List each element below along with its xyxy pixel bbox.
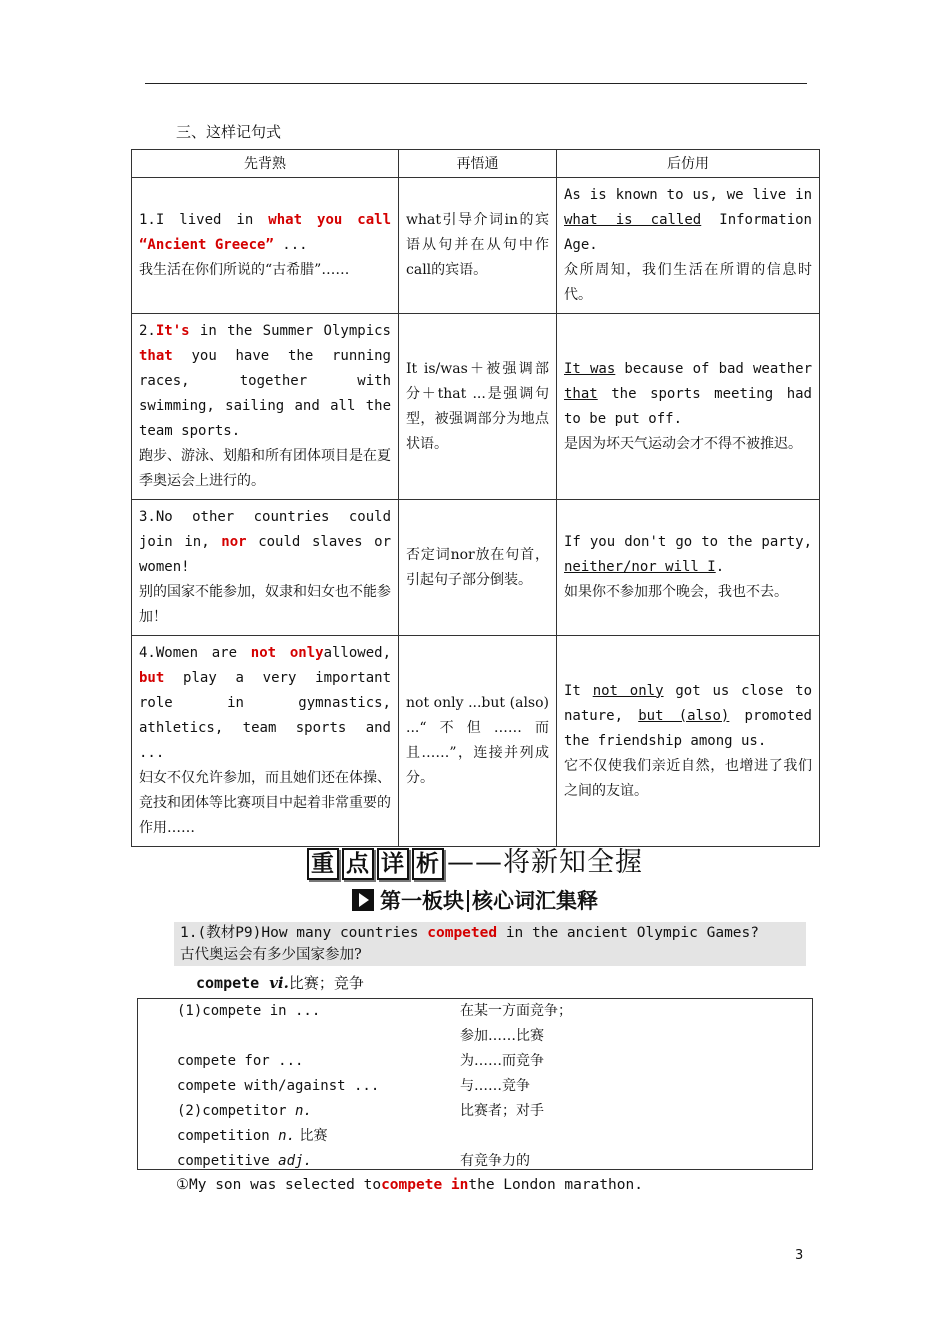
phrase: competitive adj. xyxy=(177,1153,312,1169)
word-entry: compete vi.比赛；竞争 xyxy=(196,974,364,992)
banner-subtitle: ——将新知全握 xyxy=(447,847,643,878)
key-points-banner xyxy=(0,840,950,880)
phrase-box: (1)compete in ... 在某一方面竞争； 参加……比赛 compete for ... 为……而竞争 compete with/against ... 与……竞争 (2)competitor n. 比赛者；对手 competition n. 比赛 competitive adj. 有竞争力的 xyxy=(137,998,813,1170)
sentence-cell: 2.It's in the Summer Olympics that you have the running races, together with swimming, sailing and all the team sports. 跑步、游泳、划船和所有团体项目是在夏季奥运会上进行的。 xyxy=(132,314,399,500)
table-row xyxy=(132,636,820,847)
imitation-cell: It was because of bad weather that the sports meeting had to be put off. 是因为坏天气运动会才不得不被推迟。 xyxy=(557,314,820,500)
table-header-row xyxy=(132,150,820,178)
banner-char: 点 xyxy=(342,848,374,880)
example-sentence: ①My son was selected tocompete inthe London marathon. xyxy=(176,1177,643,1193)
banner-char: 重 xyxy=(307,848,339,880)
divider-bar xyxy=(467,890,469,912)
phrase: compete for ... xyxy=(177,1053,304,1069)
sentence-pattern-table xyxy=(131,149,820,847)
header-imitate: 后仿用 xyxy=(557,150,820,178)
quote-translation: 古代奥运会有多少国家参加? xyxy=(180,947,362,963)
imitation-cell: As is known to us, we live in what is called Information Age. 众所周知，我们生活在所谓的信息时代。 xyxy=(557,178,820,314)
sub-banner: 第一板块 核心词汇集释 xyxy=(0,885,950,915)
explanation-cell: It is/was＋被强调部分＋that ...是强调句型，被强调部分为地点状语。 xyxy=(399,314,557,500)
imitation-cell: It not only got us close to nature, but (also) promoted the friendship among us. 它不仅使我们亲近自然，也增进了我们之间的友谊。 xyxy=(557,636,820,847)
table-row xyxy=(132,500,820,636)
sentence-translation: 我生活在你们所说的“古希腊”…… xyxy=(139,262,350,278)
table-row xyxy=(132,314,820,500)
phrase: (2)competitor n. xyxy=(177,1103,312,1119)
sentence-cell: 3.No other countries could join in, nor could slaves or women! 别的国家不能参加，奴隶和妇女也不能参加！ xyxy=(132,500,399,636)
page-number: 3 xyxy=(795,1248,804,1263)
section-heading: 三、这样记句式 xyxy=(176,123,282,141)
explanation-cell: 否定词nor放在句首，引起句子部分倒装。 xyxy=(399,500,557,636)
phrase: competition n. 比赛 xyxy=(177,1128,328,1144)
header-memorize: 先背熟 xyxy=(132,150,399,178)
top-rule xyxy=(145,83,807,84)
phrase: (1)compete in ... xyxy=(177,1003,321,1019)
explanation-cell: not only ...but (also) ...“不但……而且……”，连接并列成分。 xyxy=(399,636,557,847)
imitation-cell: If you don't go to the party, neither/nor will I. 如果你不参加那个晚会，我也不去。 xyxy=(557,500,820,636)
header-understand: 再悟通 xyxy=(399,150,557,178)
phrase: compete with/against ... xyxy=(177,1078,380,1094)
explanation-cell: what引导介词in的宾语从句并在从句中作call的宾语。 xyxy=(399,178,557,314)
table-row xyxy=(132,178,820,314)
banner-char: 详 xyxy=(377,848,409,880)
sentence-cell: 4.Women are not onlyallowed, but play a very important role in gymnastics, athletics, team sports and ... 妇女不仅允许参加，而且她们还在体操、竞技和团体等比赛项目中起着非常重要的作用…… xyxy=(132,636,399,847)
sentence-cell: 1.I lived in what you call “Ancient Greece” ... 我生活在你们所说的“古希腊”…… xyxy=(132,178,399,314)
banner-char: 析 xyxy=(412,848,444,880)
play-icon xyxy=(352,889,374,911)
textbook-quote-box: 1.(教材P9)How many countries competed in the ancient Olympic Games? 古代奥运会有多少国家参加? xyxy=(174,922,806,966)
